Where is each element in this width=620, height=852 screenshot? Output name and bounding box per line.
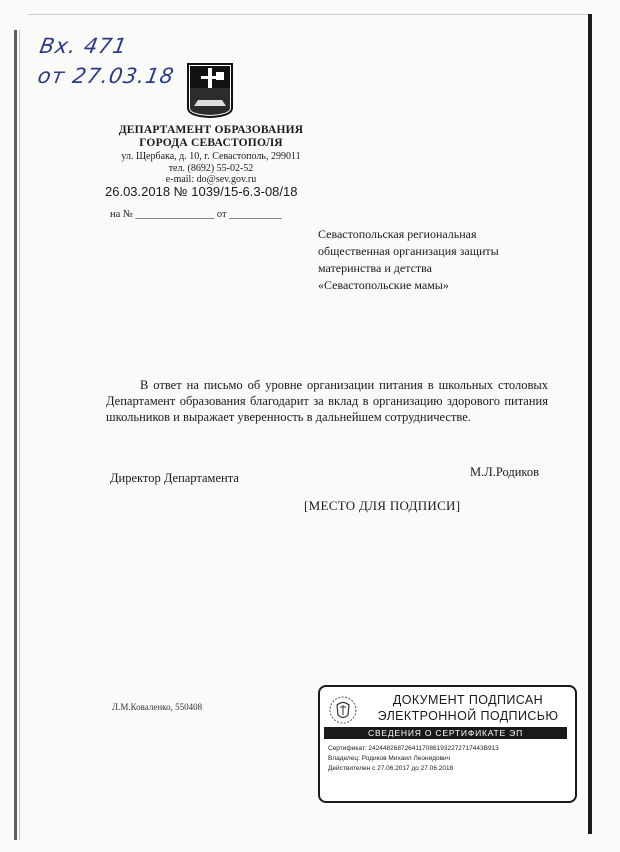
- recipient-line: материнства и детства: [318, 261, 432, 275]
- stamp-owner: Владелец: Родиков Михаил Леонидович: [328, 755, 451, 762]
- coat-of-arms-icon: [328, 695, 358, 725]
- stamp-validity: Действителен с 27.06.2017 до 27.06.2018: [328, 765, 454, 772]
- executor-contact: Л.М.Коваленко, 550408: [112, 702, 203, 712]
- recipient-line: Севастопольская региональная: [318, 227, 477, 241]
- signer-name: М.Л.Родиков: [470, 465, 540, 479]
- department-phone: тел. (8692) 55-02-52: [168, 163, 254, 174]
- stamp-title-line1: ДОКУМЕНТ ПОДПИСАН: [392, 693, 544, 707]
- electronic-signature-stamp: [318, 685, 577, 803]
- handwritten-incoming-date: от 27.03.18: [35, 64, 177, 88]
- stamp-certificate-header: СВЕДЕНИЯ О СЕРТИФИКАТЕ ЭП: [324, 727, 567, 739]
- scan-edge-right: [588, 14, 592, 834]
- signature-placeholder: [МЕСТО ДЛЯ ПОДПИСИ]: [304, 498, 461, 513]
- stamp-certificate-number: Сертификат: 24244826872641170861932272717443B913: [328, 745, 499, 752]
- recipient-block: [318, 226, 499, 294]
- department-email: e-mail: do@sev.gov.ru: [165, 174, 257, 185]
- stamp-title-line2: ЭЛЕКТРОННОЙ ПОДПИСЬЮ: [377, 709, 559, 723]
- handwritten-incoming-number: Вх. 471: [37, 34, 130, 58]
- scan-edge-left-inner: [19, 30, 20, 840]
- scan-edge-top: [28, 14, 588, 15]
- reference-field: на № _______________ от __________: [110, 209, 282, 220]
- department-name-line2: ГОРОДА СЕВАСТОПОЛЯ: [139, 137, 283, 149]
- registration-number: 26.03.2018 № 1039/15-6.3-08/18: [105, 184, 298, 199]
- recipient-line: «Севастопольские мамы»: [318, 278, 449, 292]
- letter-body: В ответ на письмо об уровне организации питания в школьных столовых Департамент образования благодарит за вклад в организацию здорового питания школьников и выражает уверенность в дальнейшем сотрудничестве.: [106, 378, 548, 424]
- scan-edge-left: [14, 30, 17, 840]
- sevastopol-emblem-icon: [186, 62, 234, 118]
- signer-position: Директор Департамента: [110, 471, 239, 485]
- department-name-line1: ДЕПАРТАМЕНТ ОБРАЗОВАНИЯ: [118, 124, 304, 136]
- department-address: ул. Щербака, д. 10, г. Севастополь, 299011: [121, 151, 301, 162]
- recipient-line: общественная организация защиты: [318, 244, 499, 258]
